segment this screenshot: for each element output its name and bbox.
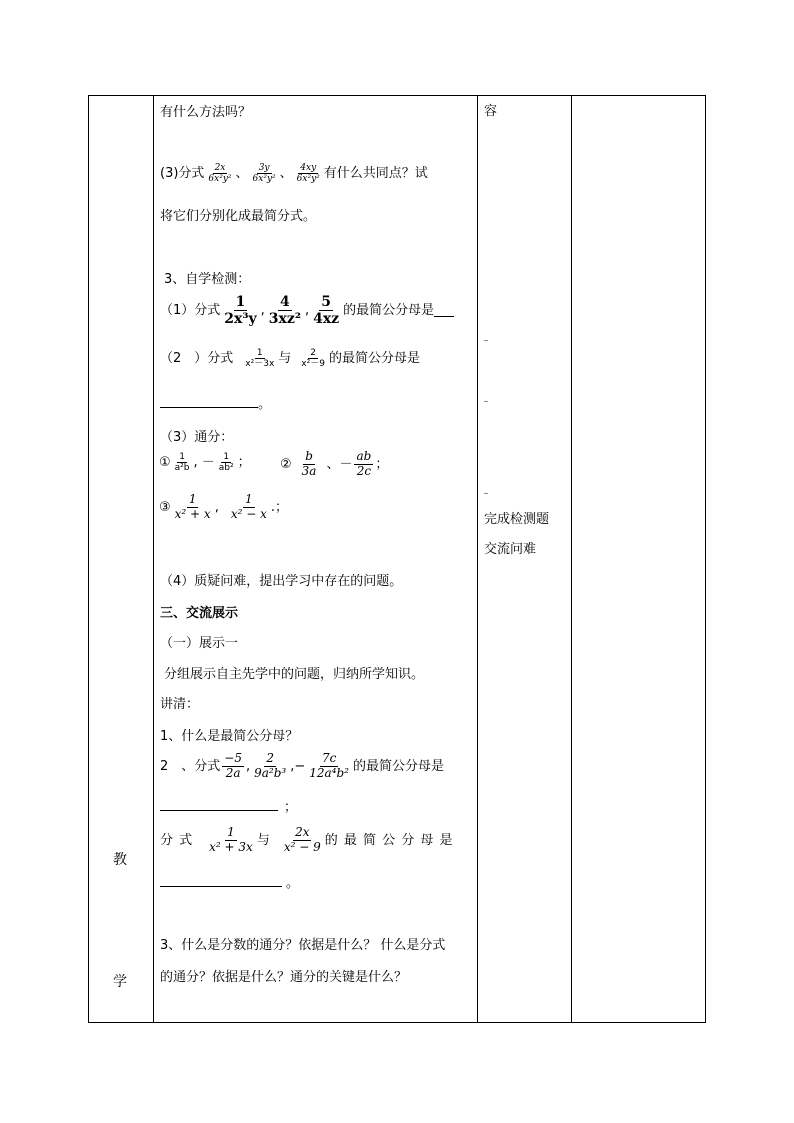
column-label: 容 <box>484 104 498 119</box>
text: 。 <box>258 397 272 412</box>
explain-2 <box>160 752 444 781</box>
check-3-item-3 <box>159 493 288 522</box>
column-divider <box>153 96 154 1022</box>
text: (3)分式 <box>160 166 205 182</box>
check-3-item-1 <box>159 452 251 474</box>
answer-blank <box>434 304 454 317</box>
student-task: 交流问难 <box>484 542 537 557</box>
marker-dot <box>484 340 488 341</box>
text: 分 式 <box>160 832 194 848</box>
explain-3 <box>160 826 454 855</box>
text: 的最简公分母是 <box>343 302 435 318</box>
fraction: $\frac{1}{\text{x² + 3x}}$ <box>209 825 253 854</box>
fraction: $\frac{1}{\text{a²b}}$ <box>174 452 190 474</box>
answer-blank <box>160 800 278 811</box>
marker-dot <box>484 401 488 402</box>
check-3-item-2 <box>280 450 388 479</box>
separator: 、 <box>235 166 249 182</box>
separator: ,− <box>290 758 306 774</box>
check-2 <box>160 348 420 370</box>
column-divider <box>477 96 478 1022</box>
separator: , <box>304 302 310 318</box>
fraction: $\frac{3y}{\text{6x²y²}}$ <box>252 163 276 185</box>
text-line: 讲清： <box>160 697 200 712</box>
side-label-char: 学 <box>113 974 127 990</box>
text: （2 ）分式 <box>160 351 234 367</box>
text: , － <box>193 455 215 471</box>
text: .； <box>270 499 288 515</box>
text: ； <box>237 455 251 471</box>
separator: 、 <box>279 166 293 182</box>
fraction: $\frac{4xy}{\text{6x²y²}}$ <box>296 163 320 185</box>
fraction: $\frac{1}{\text{ab²}}$ <box>218 452 234 474</box>
fraction: $\frac{5}{4xz}$ <box>313 294 340 328</box>
text-line: （4）质疑问难，提出学习中存在的问题。 <box>160 574 403 589</box>
check-1 <box>160 294 454 327</box>
fraction: $\frac{2x}{\text{6x²y²}}$ <box>208 163 232 185</box>
question-3 <box>160 163 428 185</box>
fraction: $\frac{1}{\text{x² − x}}$ <box>230 492 267 521</box>
text: 有什么共同点？试 <box>323 166 428 182</box>
check-2-answer <box>160 397 271 413</box>
text: 与 <box>278 351 292 367</box>
text: 、－ <box>326 456 353 472</box>
separator: , <box>260 302 265 318</box>
separator: , <box>245 758 251 774</box>
section-heading: 3、自学检测： <box>164 272 251 287</box>
text: ③ <box>159 499 171 515</box>
text: ② <box>280 456 292 472</box>
text-line: 将它们分别化成最简分式。 <box>160 209 317 224</box>
subsection-heading: （一）展示一 <box>160 636 239 651</box>
fraction: $\frac{1}{\text{x² + x}}$ <box>174 492 211 521</box>
text: ① <box>159 455 171 471</box>
fraction: $\frac{2x}{\text{x² − 9}}$ <box>283 825 321 854</box>
text: 的最简公分母是 <box>352 758 444 774</box>
text-line: 的通分？依据是什么？通分的关键是什么？ <box>160 970 408 985</box>
text-line: 分组展示自主先学中的问题，归纳所学知识。 <box>164 667 425 682</box>
text-line: 1、什么是最简公分母？ <box>160 729 299 744</box>
text: 与 <box>256 832 270 848</box>
answer-blank <box>160 397 258 408</box>
answer-blank <box>160 876 282 887</box>
text-line: 3、什么是分数的通分？依据是什么？ 什么是分式 <box>160 938 446 953</box>
text: ； <box>375 456 389 472</box>
text: 2 、分式 <box>160 758 221 774</box>
text: , <box>214 499 219 515</box>
column-divider <box>571 96 572 1022</box>
text-line: 有什么方法吗？ <box>160 105 252 120</box>
fraction: $\frac{b}{3a}$ <box>301 449 317 478</box>
text: ； <box>284 800 298 815</box>
student-task: 完成检测题 <box>484 512 550 527</box>
section-heading: 三、交流展示 <box>160 606 239 621</box>
fraction: $\frac{ab}{2c}$ <box>356 449 372 478</box>
fraction: $\frac{1}{\text{x²－3x}}$ <box>245 348 275 370</box>
text: （1）分式 <box>160 302 221 318</box>
explain-3-answer <box>160 876 299 892</box>
fraction: $\frac{2}{\text{x²－9}}$ <box>301 348 325 370</box>
fraction: $\frac{2}{\text{9a²b³}}$ <box>254 751 287 780</box>
marker-dot <box>484 493 488 494</box>
fraction: $\frac{-5}{2a}$ <box>224 751 242 780</box>
fraction: $\frac{1}{\text{2x³y}}$ <box>224 294 257 328</box>
explain-2-answer <box>160 800 297 816</box>
text: 。 <box>286 876 300 891</box>
text-line: （3）通分： <box>160 430 234 445</box>
fraction: $\frac{4}{\text{3xz²}}$ <box>268 294 301 328</box>
text: 的最简公分母是 <box>328 351 420 367</box>
text: 的 最 简 公 分 母 是 <box>324 832 454 848</box>
fraction: $\frac{7c}{\text{12a⁴b²}}$ <box>309 751 349 780</box>
side-label-char: 教 <box>113 852 127 868</box>
